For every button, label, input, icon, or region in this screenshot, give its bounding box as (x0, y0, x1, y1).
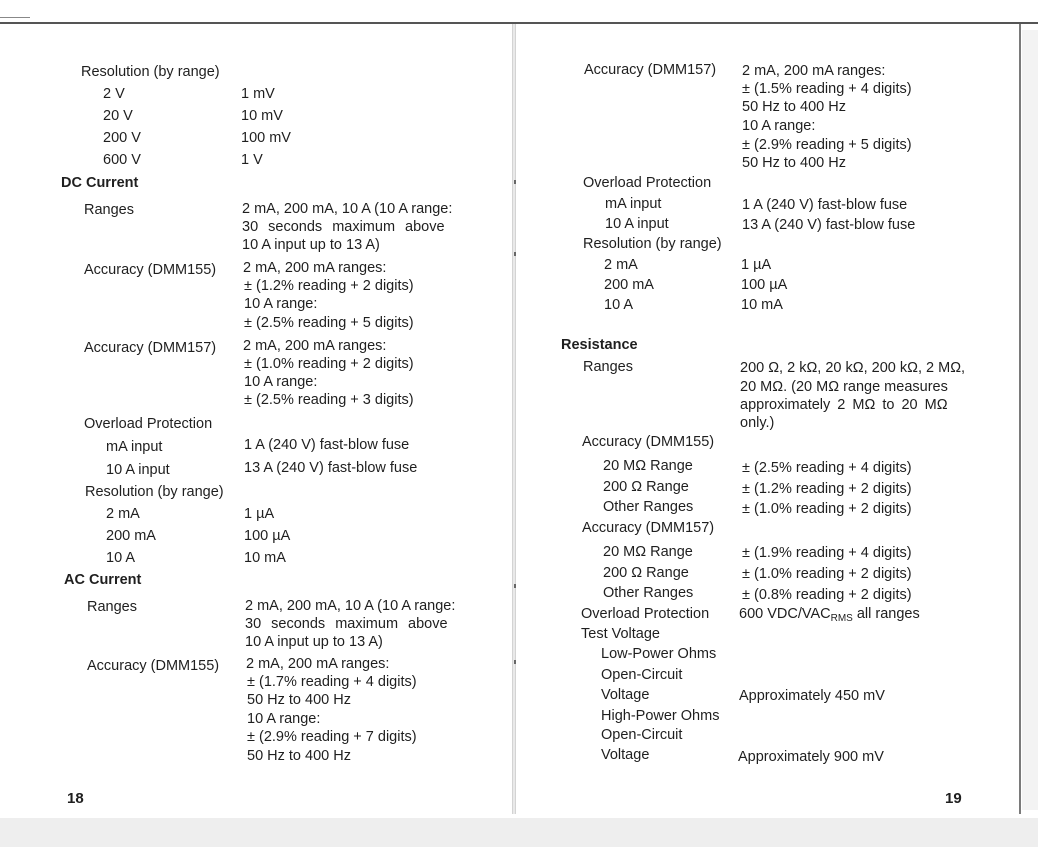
test-voltage-label: Test Voltage (581, 626, 660, 642)
bottom-shadow (0, 818, 1038, 847)
accuracy-line: 50 Hz to 400 Hz (247, 692, 351, 708)
accuracy-line: 10 A range: (247, 711, 321, 727)
resolution-range: 200 V (103, 130, 141, 146)
accuracy-range: 20 MΩ Range (603, 458, 693, 474)
ranges-line: 10 A input up to 13 A) (245, 634, 383, 650)
resolution-value: 10 mV (241, 108, 283, 124)
accuracy-range: 20 MΩ Range (603, 544, 693, 560)
accuracy-line: ± (2.9% reading + 5 digits) (742, 137, 912, 153)
resolution-value: 100 µA (244, 528, 291, 544)
open-circuit-label: Open-Circuit (601, 727, 683, 743)
ranges-line: 2 mA, 200 mA, 10 A (10 A range: (245, 598, 456, 614)
section-heading-resistance: Resistance (561, 337, 638, 353)
voltage-label: Voltage (601, 687, 650, 703)
page-number-right: 19 (945, 790, 962, 807)
accuracy-range: Other Ranges (603, 585, 694, 601)
accuracy-line: ± (1.2% reading + 2 digits) (244, 278, 414, 294)
accuracy-line: 10 A range: (244, 374, 318, 390)
accuracy-label: Accuracy (DMM155) (87, 658, 220, 674)
resolution-value: 10 mA (741, 297, 783, 313)
overload-input: 10 A input (106, 462, 170, 478)
accuracy-value: ± (0.8% reading + 2 digits) (742, 587, 912, 603)
overload-value: 13 A (240 V) fast-blow fuse (742, 217, 916, 233)
page-right-edge (1019, 24, 1021, 814)
ranges-line: 2 mA, 200 mA, 10 A (10 A range: (242, 201, 453, 217)
resolution-range: 200 mA (106, 528, 156, 544)
resolution-range: 200 mA (604, 277, 654, 293)
resolution-label: Resolution (by range) (85, 484, 224, 500)
spine-mark (514, 252, 516, 256)
resolution-range: 2 mA (106, 506, 140, 522)
resolution-range: 10 A (604, 297, 634, 313)
ranges-line: only.) (740, 415, 775, 431)
accuracy-line: ± (2.5% reading + 5 digits) (244, 315, 414, 331)
low-power-ohms-label: Low-Power Ohms (601, 646, 717, 662)
ranges-line: 30 seconds maximum above (242, 219, 445, 235)
ranges-line: 200 Ω, 2 kΩ, 20 kΩ, 200 kΩ, 2 MΩ, (740, 360, 966, 376)
resolution-value: 1 µA (244, 506, 275, 522)
accuracy-range: 200 Ω Range (603, 479, 689, 495)
open-circuit-label: Open-Circuit (601, 667, 683, 683)
accuracy-line: ± (2.9% reading + 7 digits) (247, 729, 417, 745)
resolution-value: 1 V (241, 152, 263, 168)
accuracy-value: ± (1.0% reading + 2 digits) (742, 501, 912, 517)
overload-input: 10 A input (605, 216, 669, 232)
accuracy-line: 50 Hz to 400 Hz (247, 748, 351, 764)
accuracy-value: ± (1.0% reading + 2 digits) (742, 566, 912, 582)
overload-value: 1 A (240 V) fast-blow fuse (244, 437, 410, 453)
accuracy-label: Accuracy (DMM155) (84, 262, 217, 278)
accuracy-line: ± (2.5% reading + 3 digits) (244, 392, 414, 408)
accuracy-line: ± (1.0% reading + 2 digits) (244, 356, 414, 372)
resolution-range: 2 V (103, 86, 125, 102)
section-heading-ac-current: AC Current (64, 572, 142, 588)
overload-label: Overload Protection (581, 606, 710, 622)
ranges-line: 20 MΩ. (20 MΩ range measures (740, 379, 948, 395)
accuracy-line: 2 mA, 200 mA ranges: (243, 260, 387, 276)
ranges-line: approximately 2 MΩ to 20 MΩ (740, 397, 948, 413)
ranges-label: Ranges (84, 202, 134, 218)
accuracy-value: ± (1.9% reading + 4 digits) (742, 545, 912, 561)
accuracy-value: ± (2.5% reading + 4 digits) (742, 460, 912, 476)
low-power-voltage-value: Approximately 450 mV (739, 688, 885, 704)
rms-subscript: RMS (830, 613, 853, 624)
accuracy-line: ± (1.5% reading + 4 digits) (742, 81, 912, 97)
resolution-value: 1 mV (241, 86, 275, 102)
accuracy-line: 2 mA, 200 mA ranges: (246, 656, 390, 672)
overload-input: mA input (106, 439, 163, 455)
spine-mark (514, 584, 516, 588)
resolution-value: 10 mA (244, 550, 286, 566)
overload-input: mA input (605, 196, 662, 212)
ranges-label: Ranges (87, 599, 137, 615)
high-power-voltage-value: Approximately 900 mV (738, 749, 884, 765)
section-heading-dc-current: DC Current (61, 175, 139, 191)
resolution-range: 20 V (103, 108, 133, 124)
book-spine (512, 24, 516, 814)
accuracy-value: ± (1.2% reading + 2 digits) (742, 481, 912, 497)
ranges-line: 30 seconds maximum above (245, 616, 448, 632)
accuracy-line: ± (1.7% reading + 4 digits) (247, 674, 417, 690)
accuracy-line: 10 A range: (742, 118, 816, 134)
accuracy-line: 2 mA, 200 mA ranges: (243, 338, 387, 354)
accuracy-label: Accuracy (DMM157) (584, 62, 717, 78)
accuracy-range: 200 Ω Range (603, 565, 689, 581)
accuracy-label: Accuracy (DMM155) (582, 434, 715, 450)
spine-mark (514, 660, 516, 664)
ranges-label: Ranges (583, 359, 633, 375)
overload-value: 13 A (240 V) fast-blow fuse (244, 460, 418, 476)
accuracy-label: Accuracy (DMM157) (582, 520, 715, 536)
overload-value: 1 A (240 V) fast-blow fuse (742, 197, 908, 213)
accuracy-label: Accuracy (DMM157) (84, 340, 217, 356)
ranges-line: 10 A input up to 13 A) (242, 237, 380, 253)
scan-artifact-line (0, 17, 30, 18)
accuracy-line: 2 mA, 200 mA ranges: (742, 63, 886, 79)
resolution-label: Resolution (by range) (81, 64, 220, 80)
overload-label: Overload Protection (84, 416, 213, 432)
voltage-label: Voltage (601, 747, 650, 763)
spine-mark (514, 180, 516, 184)
accuracy-line: 50 Hz to 400 Hz (742, 99, 846, 115)
resolution-value: 100 mV (241, 130, 291, 146)
page-stack-edge (1022, 30, 1038, 810)
overload-value: 600 VDC/$VAC_{RMS}$ all ranges (739, 606, 920, 624)
resolution-value: 1 µA (741, 257, 772, 273)
page-number-left: 18 (67, 790, 84, 807)
accuracy-range: Other Ranges (603, 499, 694, 515)
overload-label: Overload Protection (583, 175, 712, 191)
resolution-range: 2 mA (604, 257, 638, 273)
resolution-range: 600 V (103, 152, 141, 168)
resolution-range: 10 A (106, 550, 136, 566)
high-power-ohms-label: High-Power Ohms (601, 708, 720, 724)
accuracy-line: 50 Hz to 400 Hz (742, 155, 846, 171)
accuracy-line: 10 A range: (244, 296, 318, 312)
resolution-value: 100 µA (741, 277, 788, 293)
resolution-label: Resolution (by range) (583, 236, 722, 252)
